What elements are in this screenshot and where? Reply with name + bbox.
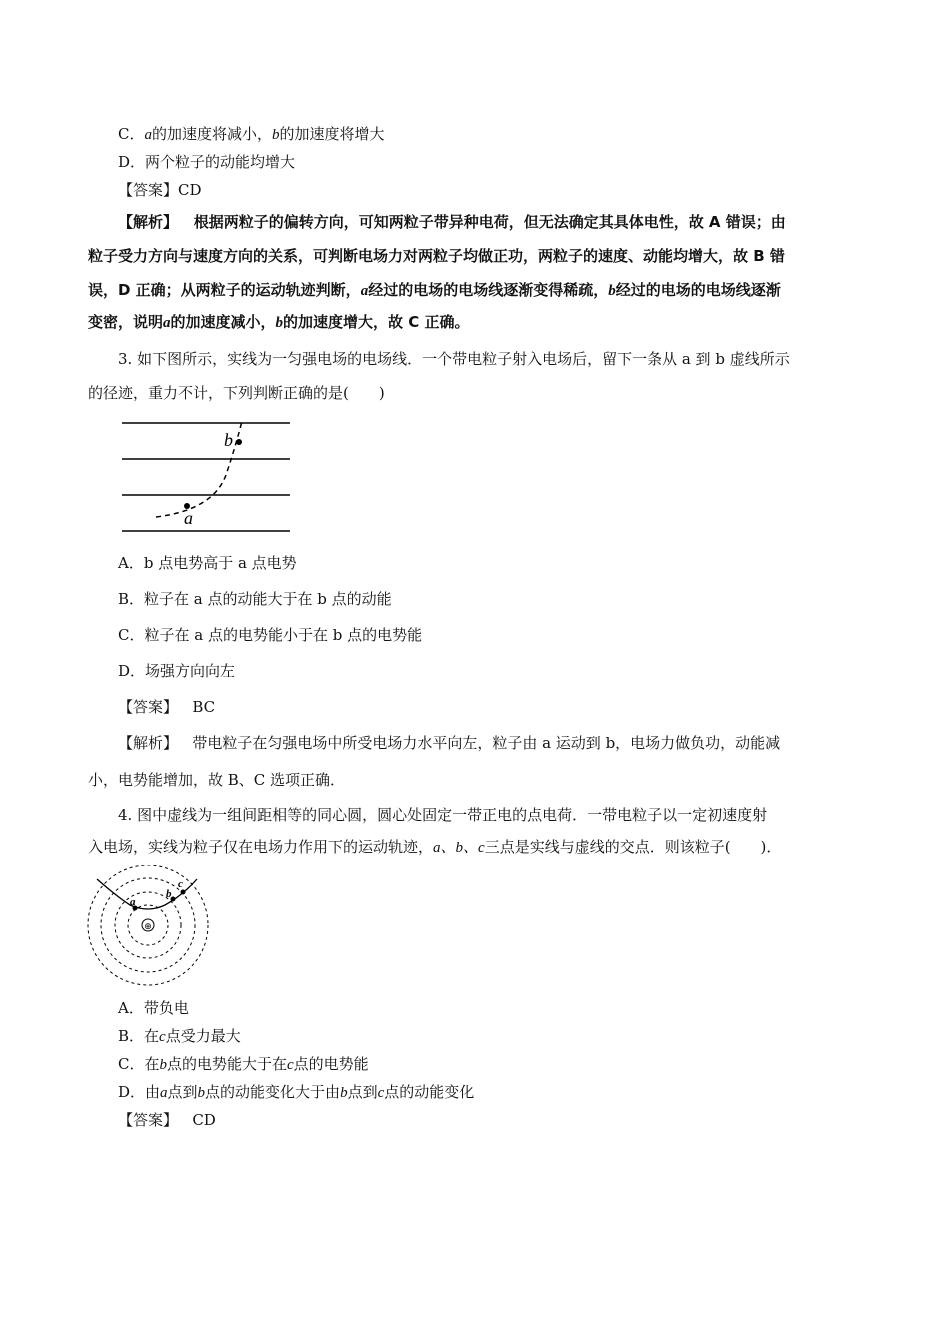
q4-stem2-pre: 入电场，实线为粒子仅在电场力作用下的运动轨迹， xyxy=(88,838,434,856)
q3-option-c: C．粒子在 a 点的电势能小于在 b 点的电势能 xyxy=(118,626,423,644)
q2-optc-mid: 的加速度将减小， xyxy=(151,125,272,143)
q2-analysis-line2: 粒子受力方向与速度方向的关系，可判断电场力对两粒子均做正功，两粒子的速度、动能均增大，故 B 错 xyxy=(88,247,785,265)
q2-analysis-var-b2: b xyxy=(275,315,284,331)
label-a: a xyxy=(184,508,193,528)
q4-optc-var-c: c xyxy=(287,1057,294,1073)
q4-answer-label: 【答案】 xyxy=(118,1111,179,1129)
q3-stem-line1: 3. 如下图所示，实线为一匀强电场的电场线．一个带电粒子射入电场后，留下一条从 a 到 b 虚线所示 xyxy=(118,350,790,368)
q2-analysis-line4 xyxy=(88,312,470,333)
q2-analysis-text4: 经过的电场的电场线逐渐变得稀疏， xyxy=(368,281,609,299)
q3-analysis-text1: 带电粒子在匀强电场中所受电场力水平向左，粒子由 a 运动到 b，电场力做负功，动能减 xyxy=(192,734,781,752)
q4-optc-mid: 点的电势能大于在 xyxy=(166,1055,287,1073)
q4-stem-line1: 4. 图中虚线为一组间距相等的同心圆，圆心处固定一带正电的点电荷．一带电粒子以一定初速度射 xyxy=(118,806,768,824)
q4-optd-var-b2: b xyxy=(340,1085,348,1101)
label-b: b xyxy=(166,888,172,900)
q2-analysis-text3: 误，D 正确；从两粒子的运动轨迹判断， xyxy=(88,281,361,299)
q2-analysis-text8: 的加速度增大，故 C 正确。 xyxy=(283,313,470,331)
label-b: b xyxy=(224,430,233,450)
q2-analysis-line1 xyxy=(118,212,786,232)
q2-optc-prefix: C． xyxy=(118,125,145,143)
q3-answer-label: 【答案】 xyxy=(118,698,179,716)
q2-analysis-text1: 根据两粒子的偏转方向，可知两粒子带异种电荷，但无法确定其具体电性，故 A 错误；由 xyxy=(193,213,786,231)
q2-optc-var-a: a xyxy=(144,127,152,143)
q4-optd-var-b: b xyxy=(197,1085,206,1101)
q4-optc-post: 点的电势能 xyxy=(293,1055,369,1073)
q3-option-d: D．场强方向向左 xyxy=(118,662,236,680)
q2-answer-value: CD xyxy=(178,181,202,199)
q2-analysis-label: 【解析】 xyxy=(118,213,179,231)
q4-optb-post: 点受力最大 xyxy=(165,1027,241,1045)
q4-optd-m3: 点到 xyxy=(347,1083,378,1101)
q2-analysis-var-a: a xyxy=(360,283,369,299)
q3-option-a: A．b 点电势高于 a 点电势 xyxy=(118,554,297,572)
q4-optd-m2: 点的动能变化大于由 xyxy=(205,1083,341,1101)
q2-answer xyxy=(118,180,202,200)
q2-analysis-text7: 的加速度减小， xyxy=(170,313,276,331)
q2-analysis-var-b: b xyxy=(608,283,616,299)
point-b xyxy=(236,439,242,445)
q4-stem2-vars: a、b、c xyxy=(433,840,485,856)
q4-optc-var-b: b xyxy=(159,1057,167,1073)
q4-answer-value: CD xyxy=(192,1111,216,1129)
q4-option-c xyxy=(118,1054,369,1075)
q2-analysis-line3 xyxy=(88,280,781,301)
point-c xyxy=(181,890,186,895)
q4-option-a: A．带负电 xyxy=(118,999,189,1017)
q4-optd-post: 点的动能变化 xyxy=(384,1083,475,1101)
q3-analysis-line1 xyxy=(118,733,780,753)
q4-optb-pre: B．在 xyxy=(118,1027,160,1045)
q4-option-d xyxy=(118,1082,474,1103)
q4-stem-line2 xyxy=(88,837,781,858)
q3-field-figure xyxy=(118,415,298,540)
label-a: a xyxy=(130,896,136,908)
q3-option-b: B．粒子在 a 点的动能大于在 b 点的动能 xyxy=(118,590,392,608)
q2-optc-suffix: 的加速度将增大 xyxy=(279,125,385,143)
center-plus: ⊕ xyxy=(144,922,152,932)
q4-answer xyxy=(118,1110,216,1130)
q2-optc-var-b: b xyxy=(272,127,280,143)
q4-optd-m1: 点到 xyxy=(167,1083,198,1101)
q2-option-c xyxy=(118,124,385,145)
q4-optd-var-a: a xyxy=(160,1085,168,1101)
label-c: c xyxy=(178,878,183,890)
q2-option-d: D．两个粒子的动能均增大 xyxy=(118,153,296,171)
q2-analysis-text6: 变密，说明 xyxy=(88,313,164,331)
q4-optd-pre: D．由 xyxy=(118,1083,161,1101)
q2-analysis-var-a2: a xyxy=(163,315,171,331)
q3-stem-line2: 的径迹，重力不计，下列判断正确的是( ) xyxy=(88,384,385,402)
q3-answer-value: BC xyxy=(192,698,216,716)
q3-answer xyxy=(118,697,215,717)
q4-option-b xyxy=(118,1026,241,1047)
q4-concentric-figure xyxy=(85,865,215,990)
q3-analysis-label: 【解析】 xyxy=(118,734,179,752)
q4-optc-pre: C．在 xyxy=(118,1055,160,1073)
q2-analysis-text5: 经过的电场的电场线逐渐 xyxy=(615,281,781,299)
q4-optb-var-c: c xyxy=(159,1029,166,1045)
q3-analysis-line2: 小，电势能增加，故 B、C 选项正确． xyxy=(88,771,346,789)
q4-optd-var-c: c xyxy=(377,1085,385,1101)
q2-answer-label: 【答案】 xyxy=(118,181,179,199)
q4-stem2-post: 三点是实线与虚线的交点．则该粒子( )． xyxy=(484,838,782,856)
